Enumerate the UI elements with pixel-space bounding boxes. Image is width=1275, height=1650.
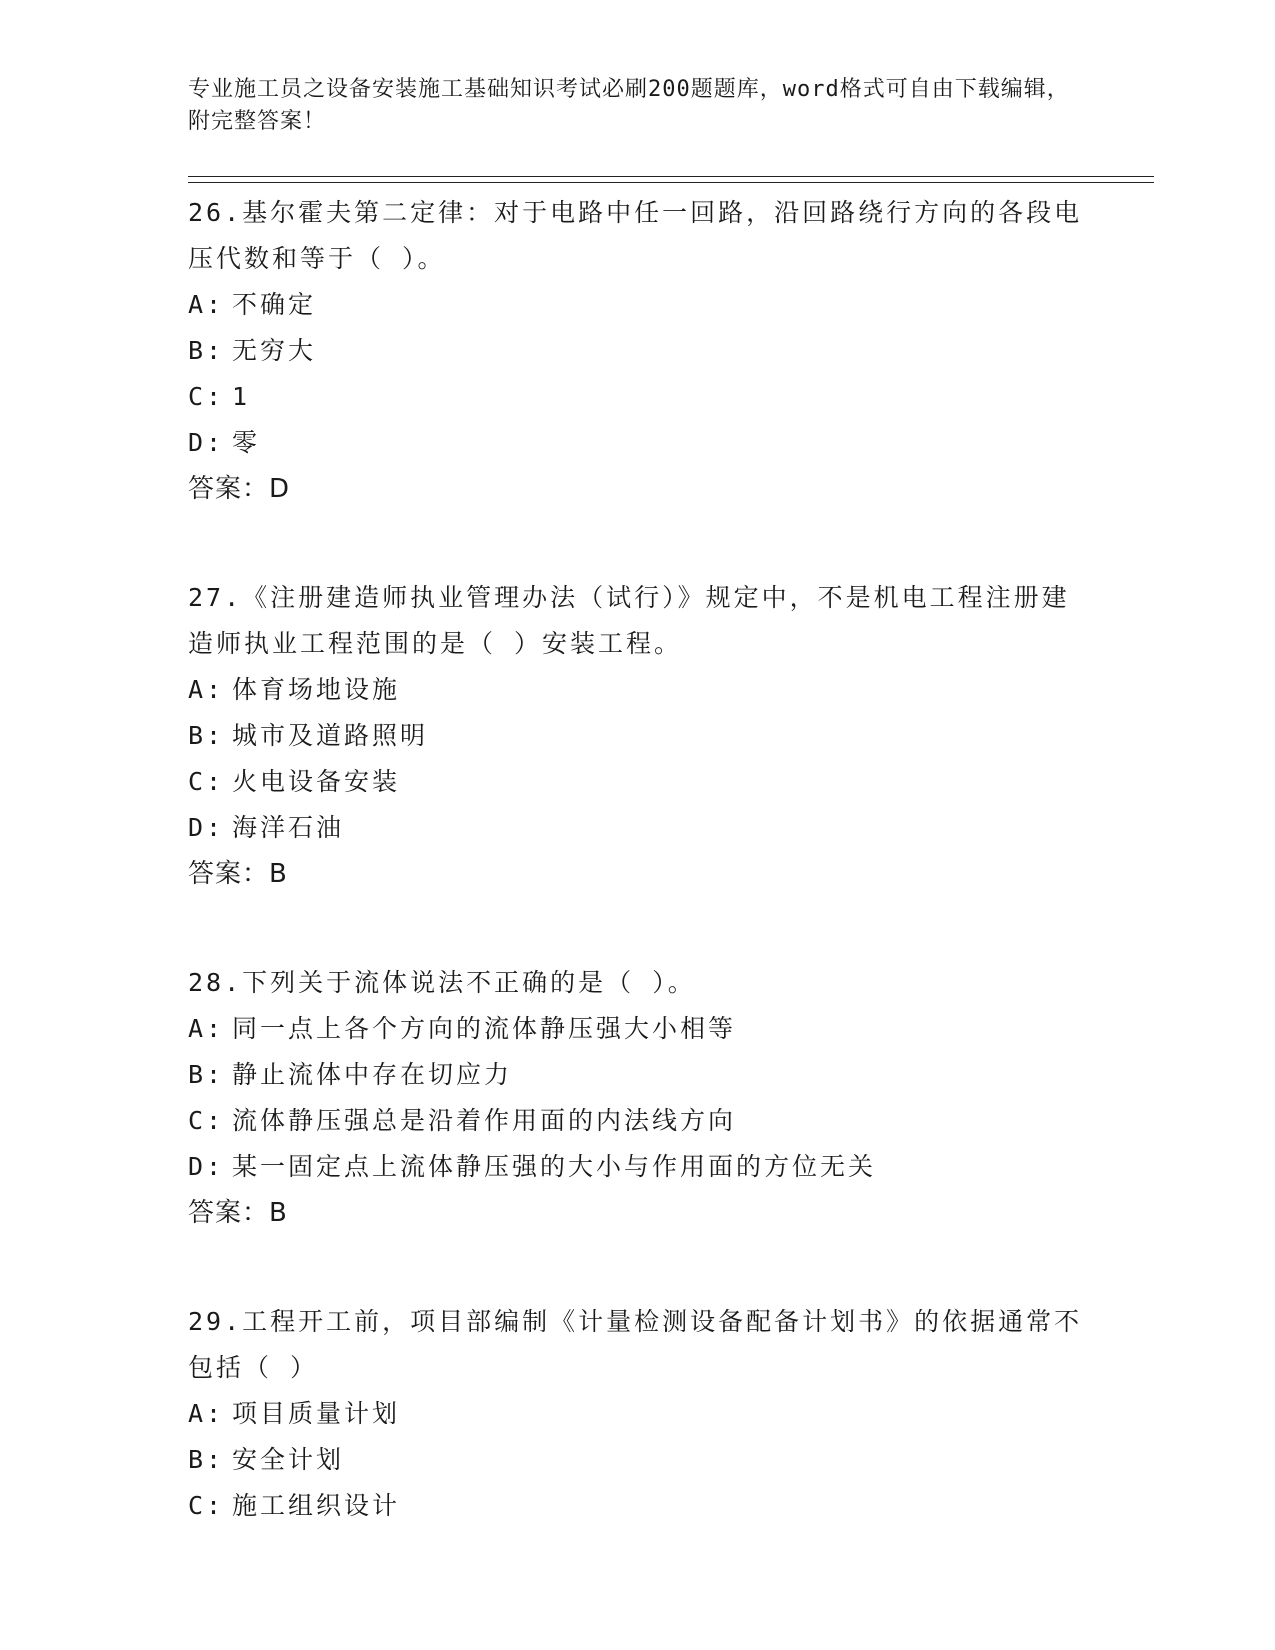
header-divider-top	[188, 176, 1154, 177]
question-26	[188, 190, 1088, 512]
option-b	[188, 1052, 1088, 1098]
option-key: C:	[188, 767, 225, 796]
question-stem: 26.基尔霍夫第二定律：对于电路中任一回路，沿回路绕行方向的各段电压代数和等于（ ）。	[188, 198, 1083, 273]
option-text: 项目质量计划	[232, 1399, 401, 1428]
option-key: B:	[188, 336, 225, 365]
option-d	[188, 1144, 1088, 1190]
option-text: 施工组织设计	[232, 1491, 401, 1520]
option-key: C:	[188, 1491, 225, 1520]
answer: 答案：D	[188, 474, 291, 504]
option-a	[188, 1391, 1088, 1437]
question-27	[188, 575, 1088, 897]
option-text: 1	[232, 382, 251, 411]
option-key: D:	[188, 428, 225, 457]
answer: 答案：B	[188, 1198, 288, 1228]
option-c	[188, 1098, 1088, 1144]
question-stem: 28.下列关于流体说法不正确的是（ ）。	[188, 968, 696, 997]
option-text: 体育场地设施	[232, 675, 401, 704]
question-29	[188, 1299, 1088, 1529]
option-a	[188, 1006, 1088, 1052]
document-header: 专业施工员之设备安装施工基础知识考试必刷200题题库，word格式可自由下载编辑，附完整答案！	[188, 77, 1070, 134]
option-d	[188, 420, 1088, 466]
option-key: C:	[188, 382, 225, 411]
option-text: 静止流体中存在切应力	[232, 1060, 513, 1089]
option-b	[188, 328, 1088, 374]
question-list	[188, 190, 1088, 1592]
option-b	[188, 713, 1088, 759]
option-key: D:	[188, 1152, 225, 1181]
option-text: 无穷大	[232, 336, 317, 365]
option-text: 流体静压强总是沿着作用面的内法线方向	[232, 1106, 737, 1135]
option-c	[188, 1483, 1088, 1529]
option-d	[188, 805, 1088, 851]
question-stem: 29.工程开工前，项目部编制《计量检测设备配备计划书》的依据通常不包括（ ）	[188, 1307, 1083, 1382]
option-key: B:	[188, 1445, 225, 1474]
option-text: 不确定	[232, 290, 317, 319]
option-text: 零	[232, 428, 261, 457]
option-key: A:	[188, 675, 225, 704]
option-key: C:	[188, 1106, 225, 1135]
option-key: D:	[188, 813, 225, 842]
option-key: B:	[188, 721, 225, 750]
option-text: 安全计划	[232, 1445, 345, 1474]
option-c	[188, 374, 1088, 420]
option-a	[188, 667, 1088, 713]
option-c	[188, 759, 1088, 805]
header-divider-bottom	[188, 182, 1154, 183]
option-text: 某一固定点上流体静压强的大小与作用面的方位无关	[232, 1152, 877, 1181]
option-key: A:	[188, 290, 225, 319]
option-text: 同一点上各个方向的流体静压强大小相等	[232, 1014, 737, 1043]
option-text: 海洋石油	[232, 813, 345, 842]
option-text: 城市及道路照明	[232, 721, 429, 750]
question-stem: 27.《注册建造师执业管理办法（试行）》规定中，不是机电工程注册建造师执业工程范围的是（ ）安装工程。	[188, 583, 1070, 658]
option-key: A:	[188, 1014, 225, 1043]
option-b	[188, 1437, 1088, 1483]
option-key: A:	[188, 1399, 225, 1428]
option-a	[188, 282, 1088, 328]
question-28	[188, 960, 1088, 1236]
option-key: B:	[188, 1060, 225, 1089]
option-text: 火电设备安装	[232, 767, 401, 796]
answer: 答案：B	[188, 859, 288, 889]
